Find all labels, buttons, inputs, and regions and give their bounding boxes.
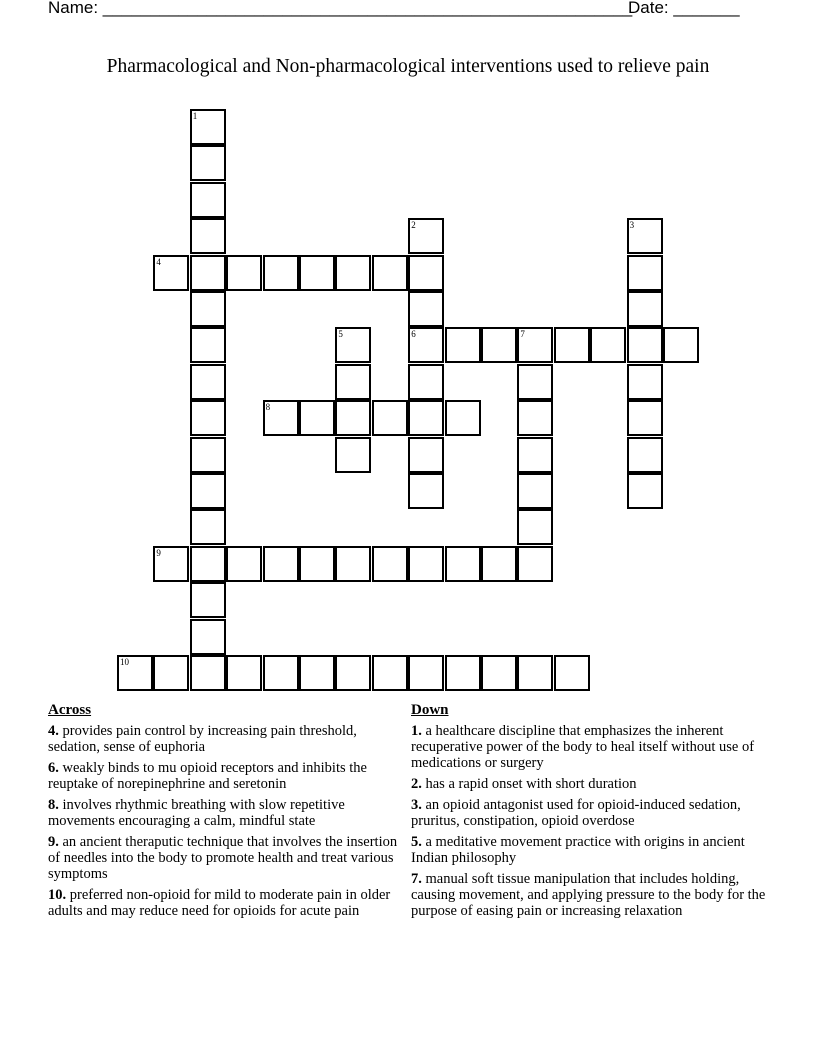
crossword-cell[interactable] — [481, 546, 517, 582]
clue-number: 10 — [120, 657, 129, 667]
crossword-cell[interactable] — [190, 218, 226, 254]
crossword-cell[interactable] — [627, 291, 663, 327]
crossword-cell[interactable] — [190, 327, 226, 363]
name-field-label[interactable]: Name: ________________________________________________________ — [48, 0, 633, 17]
clue-item-number: 2. — [411, 776, 422, 792]
clue-item-text: weakly binds to mu opioid receptors and inhibits the reuptake of norepinephrine and seretonin — [48, 760, 367, 792]
crossword-cell[interactable] — [517, 400, 553, 436]
clue-item — [411, 871, 781, 919]
crossword-cell[interactable] — [517, 655, 553, 691]
crossword-cell[interactable] — [299, 655, 335, 691]
clue-number: 4 — [156, 256, 161, 267]
clue-item-number: 6. — [48, 760, 59, 776]
crossword-cell[interactable] — [263, 255, 299, 291]
clue-item — [48, 760, 404, 792]
date-field-label[interactable]: Date: _______ — [628, 0, 740, 17]
crossword-cell[interactable] — [627, 255, 663, 291]
crossword-cell[interactable] — [335, 655, 371, 691]
clue-item-text: an opioid antagonist used for opioid-induced sedation, pruritus, constipation, opioid overdose — [411, 797, 741, 829]
crossword-cell[interactable] — [517, 327, 553, 363]
crossword-cell[interactable] — [517, 546, 553, 582]
crossword-cell[interactable] — [335, 400, 371, 436]
crossword-cell[interactable] — [517, 509, 553, 545]
crossword-cell[interactable] — [335, 327, 371, 363]
across-clue-list — [48, 723, 404, 919]
clue-item-number: 8. — [48, 797, 59, 813]
clue-number: 7 — [520, 329, 525, 340]
crossword-cell[interactable] — [190, 437, 226, 473]
crossword-cell[interactable] — [372, 400, 408, 436]
clue-item-number: 10. — [48, 887, 67, 903]
crossword-cell[interactable] — [153, 655, 189, 691]
crossword-cell[interactable] — [190, 509, 226, 545]
clue-number: 9 — [156, 547, 161, 558]
clue-item-text: has a rapid onset with short duration — [425, 776, 637, 792]
crossword-cell[interactable] — [408, 437, 444, 473]
crossword-cell[interactable] — [663, 327, 699, 363]
crossword-cell[interactable] — [372, 546, 408, 582]
crossword-cell[interactable] — [517, 364, 553, 400]
crossword-cell[interactable] — [517, 473, 553, 509]
crossword-cell[interactable] — [190, 109, 226, 145]
crossword-cell[interactable] — [408, 364, 444, 400]
clue-number: 1 — [192, 111, 198, 121]
crossword-cell[interactable] — [481, 327, 517, 363]
clue-item-text: a healthcare discipline that emphasizes the inherent recuperative power of the body to heal itself without use of medications or surgery — [411, 723, 755, 771]
crossword-cell[interactable] — [153, 546, 189, 582]
clue-number: 2 — [411, 220, 416, 231]
crossword-cell[interactable] — [190, 400, 226, 436]
clue-number: 8 — [265, 402, 271, 413]
crossword-cell[interactable] — [190, 182, 226, 218]
clue-item-text: manual soft tissue manipulation that includes holding, causing movement, and applying pressure to the body for the purpose of easing pain or increasing relaxation — [411, 871, 766, 919]
clue-item-number: 4. — [48, 723, 59, 739]
crossword-cell[interactable] — [263, 546, 299, 582]
clue-item — [411, 834, 781, 866]
crossword-cell[interactable] — [445, 546, 481, 582]
crossword-cell[interactable] — [190, 145, 226, 181]
down-clue-list — [411, 723, 781, 919]
crossword-cell[interactable] — [190, 546, 226, 582]
clue-item — [411, 776, 781, 792]
crossword-cell[interactable] — [517, 437, 553, 473]
crossword-cell[interactable] — [627, 437, 663, 473]
crossword-cell[interactable] — [190, 255, 226, 291]
clue-item — [48, 834, 404, 882]
clue-number: 3 — [629, 220, 635, 231]
across-clues — [48, 702, 404, 924]
crossword-cell[interactable] — [299, 546, 335, 582]
crossword-cell[interactable] — [190, 364, 226, 400]
clue-number: 5 — [338, 329, 343, 340]
clue-number: 6 — [411, 329, 416, 340]
clue-item-number: 1. — [411, 723, 422, 739]
crossword-cell[interactable] — [190, 473, 226, 509]
crossword-cell[interactable] — [190, 619, 226, 655]
clue-item-number: 7. — [411, 871, 422, 887]
crossword-cell[interactable] — [627, 364, 663, 400]
down-clues — [411, 702, 781, 924]
crossword-cell[interactable] — [190, 291, 226, 327]
crossword-cell[interactable] — [226, 655, 262, 691]
crossword-cell[interactable] — [554, 655, 590, 691]
crossword-cell[interactable] — [408, 546, 444, 582]
clue-item-text: provides pain control by increasing pain threshold, sedation, sense of euphoria — [48, 723, 357, 755]
crossword-cell[interactable] — [190, 582, 226, 618]
crossword-cell[interactable] — [153, 255, 189, 291]
crossword-cell[interactable] — [299, 255, 335, 291]
across-heading: Across — [48, 702, 92, 718]
page-title: Pharmacological and Non-pharmacological interventions used to relieve pain — [106, 56, 710, 77]
crossword-cell[interactable] — [408, 473, 444, 509]
clue-item-number: 5. — [411, 834, 422, 850]
crossword-cell[interactable] — [627, 473, 663, 509]
crossword-cell[interactable] — [335, 546, 371, 582]
crossword-cell[interactable] — [627, 327, 663, 363]
crossword-cell[interactable] — [372, 255, 408, 291]
down-heading: Down — [411, 702, 449, 718]
crossword-cell[interactable] — [299, 400, 335, 436]
crossword-cell[interactable] — [408, 291, 444, 327]
crossword-cell[interactable] — [226, 255, 262, 291]
crossword-cell[interactable] — [445, 327, 481, 363]
crossword-cell[interactable] — [408, 655, 444, 691]
clue-item — [48, 797, 404, 829]
crossword-cell[interactable] — [335, 255, 371, 291]
crossword-cell[interactable] — [408, 400, 444, 436]
clue-item-text: a meditative movement practice with origins in ancient Indian philosophy — [411, 834, 745, 866]
clue-item-text: preferred non-opioid for mild to moderate pain in older adults and may reduce need for opioids for acute pain — [48, 887, 391, 919]
crossword-cell[interactable] — [408, 218, 444, 254]
clue-item — [48, 887, 404, 919]
clue-item-text: involves rhythmic breathing with slow repetitive movements encouraging a calm, mindful state — [48, 797, 345, 829]
crossword-cell[interactable] — [372, 655, 408, 691]
crossword-cell[interactable] — [335, 437, 371, 473]
crossword-cell[interactable] — [554, 327, 590, 363]
crossword-cell[interactable] — [481, 655, 517, 691]
clue-item-number: 3. — [411, 797, 422, 813]
crossword-cell[interactable] — [445, 655, 481, 691]
crossword-cell[interactable] — [335, 364, 371, 400]
crossword-cell[interactable] — [627, 218, 663, 254]
clue-item-text: an ancient theraputic technique that involves the insertion of needles into the body to promote health and treat various symptoms — [48, 834, 398, 882]
clue-item — [411, 797, 781, 829]
clue-item — [48, 723, 404, 755]
crossword-cell[interactable] — [408, 327, 444, 363]
crossword-cell[interactable] — [408, 255, 444, 291]
clue-item-number: 9. — [48, 834, 59, 850]
crossword-cell[interactable] — [627, 400, 663, 436]
crossword-cell[interactable] — [190, 655, 226, 691]
crossword-cell[interactable] — [226, 546, 262, 582]
clue-item — [411, 723, 781, 771]
crossword-cell[interactable] — [117, 655, 153, 691]
crossword-cell[interactable] — [590, 327, 626, 363]
crossword-cell[interactable] — [263, 400, 299, 436]
crossword-cell[interactable] — [445, 400, 481, 436]
crossword-cell[interactable] — [263, 655, 299, 691]
